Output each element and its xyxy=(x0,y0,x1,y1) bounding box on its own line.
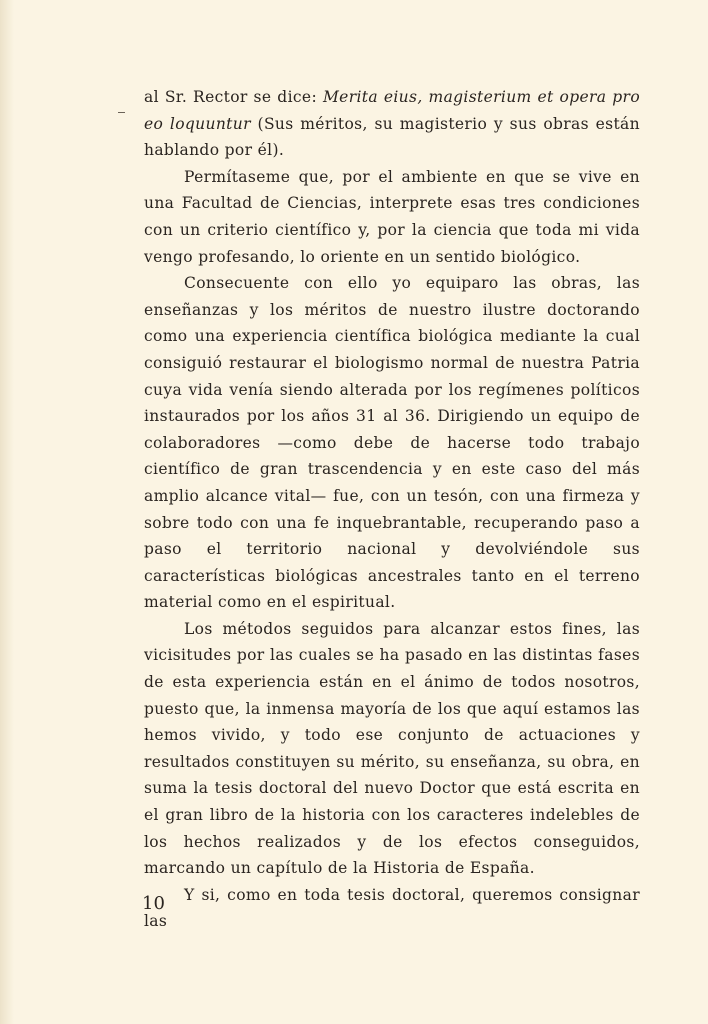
body-text xyxy=(144,84,640,935)
page-number: 10 xyxy=(142,893,165,914)
paragraph-continuation xyxy=(144,84,640,164)
paragraph-4: Los métodos seguidos para alcanzar estos fines, las vicisitudes por las cuales se ha pasado en las distintas fases de esta experiencia están en el ánimo de todos nosotros, puesto que, la inmensa mayoría de los que aquí estamos las hemos vivido, y todo ese conjunto de actuaciones y resultados constituyen su mérito, su enseñanza, su obra, en suma la tesis doctoral del nuevo Doctor que está escrita en el gran libro de la historia con los caracteres indelebles de los hechos realizados y de los efectos conseguidos, marcando un capítulo de la Historia de España. xyxy=(144,619,640,878)
margin-mark xyxy=(118,112,125,113)
paragraph-3: Consecuente con ello yo equiparo las obras, las enseñanzas y los méritos de nuestro ilustre doctorando como una experiencia científica biológica mediante la cual consiguió restaurar el biologismo normal de nuestra Patria cuya vida venía siendo alterada por los regímenes políticos instaurados por los años 31 al 36. Dirigiendo un equipo de colaboradores —como debe de hacerse todo trabajo científico de gran trascendencia y en este caso del más amplio alcance vital— fue, con un tesón, con una firmeza y sobre todo con una fe inquebrantable, recuperando paso a paso el territorio nacional y devolviéndole sus características biológicas ancestrales tanto en el terreno material como en el espiritual. xyxy=(144,274,640,612)
latin-quote: Merita eius, magisterium et opera pro eo loquuntur xyxy=(144,88,641,133)
paragraph-2: Permítaseme que, por el ambiente en que se vive en una Facultad de Ciencias, interprete esas tres condiciones con un criterio científico y, por la ciencia que toda mi vida vengo profesando, lo oriente en un sentido biológico. xyxy=(144,167,640,266)
paragraph-1-trail: (Sus méritos, su magisterio y sus obras están hablando por él). xyxy=(144,114,640,160)
paragraph-5: Y si, como en toda tesis doctoral, queremos consignar las xyxy=(144,885,640,931)
page-gutter-shadow xyxy=(0,0,14,1024)
paragraph-1-lead: al Sr. Rector se dice: xyxy=(144,88,323,106)
